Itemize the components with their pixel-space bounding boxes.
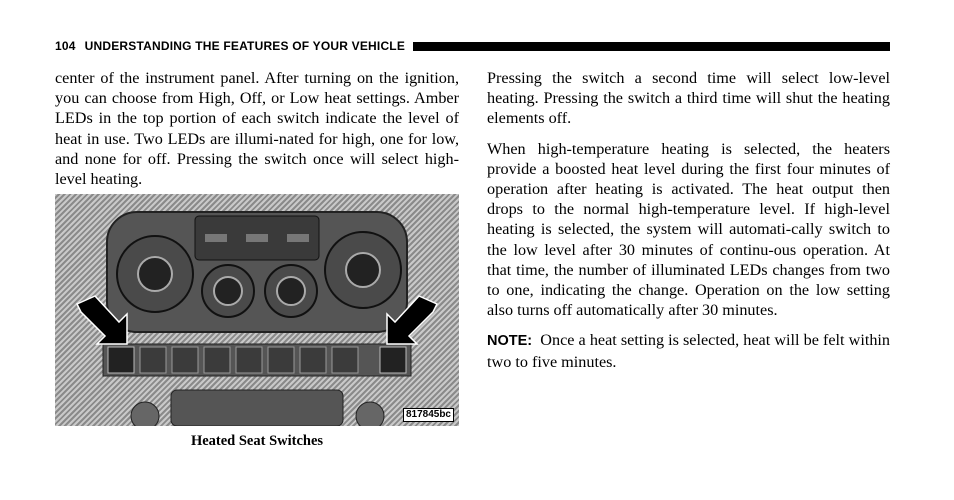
panel-button [205, 234, 227, 242]
panel-button [287, 234, 309, 242]
lower-knob [131, 402, 159, 426]
left-dial-knob [138, 257, 172, 291]
mid-right-dial-knob [277, 277, 305, 305]
figure-id-label: 817845bc [403, 408, 454, 422]
section-title: UNDERSTANDING THE FEATURES OF YOUR VEHICLE [84, 39, 406, 53]
running-header [55, 38, 890, 54]
note-label: NOTE: [487, 333, 533, 350]
right-heated-seat-switch [380, 347, 406, 373]
blank-switch [332, 347, 358, 373]
header-rule [413, 42, 890, 51]
right-paragraph-1: Pressing the switch a second time will select low-level heating. Pressing the switch a third time will shut the heating elements off. [487, 69, 890, 128]
heated-seat-switches-figure [55, 194, 459, 426]
lower-console [171, 390, 343, 426]
left-column [55, 68, 459, 189]
lower-knob [356, 402, 384, 426]
mid-left-dial-knob [214, 277, 242, 305]
switch [300, 347, 326, 373]
switch [268, 347, 294, 373]
right-dial-knob [346, 253, 380, 287]
right-paragraph-2: When high-temperature heating is selected, the heaters provide a boosted heat level during the first four minutes of operation after heating is activated. The heat output then drops to the normal high-temperature level. If high-level heating is selected, the system will automati-cally switch to the low level after 30 minutes of continu-ous operation. At that time, the number of illuminated LEDs changes from two to one, indicating the change. Operation on the low setting also turns off automatically after 30 minutes. [487, 139, 890, 320]
figure-caption: Heated Seat Switches [190, 433, 324, 449]
switch [172, 347, 198, 373]
right-column [487, 68, 890, 372]
left-paragraph: center of the instrument panel. After turning on the ignition, you can choose from High, Off, or Low heat settings. Amber LEDs in the top portion of each switch indicate the level of heat in use. Two LEDs are illumi-nated for high, one for low, and none for off. Pressing the switch once will select high-level heating. [55, 69, 459, 189]
blank-switch [140, 347, 166, 373]
left-heated-seat-switch [108, 347, 134, 373]
note-text: Once a heat setting is selected, heat will be felt within two to five minutes. [487, 331, 891, 371]
blank-switch [204, 347, 230, 373]
switch [236, 347, 262, 373]
panel-button [246, 234, 268, 242]
page-number: 104 [55, 39, 76, 53]
note-paragraph [487, 330, 890, 371]
dashboard-illustration [55, 194, 459, 426]
